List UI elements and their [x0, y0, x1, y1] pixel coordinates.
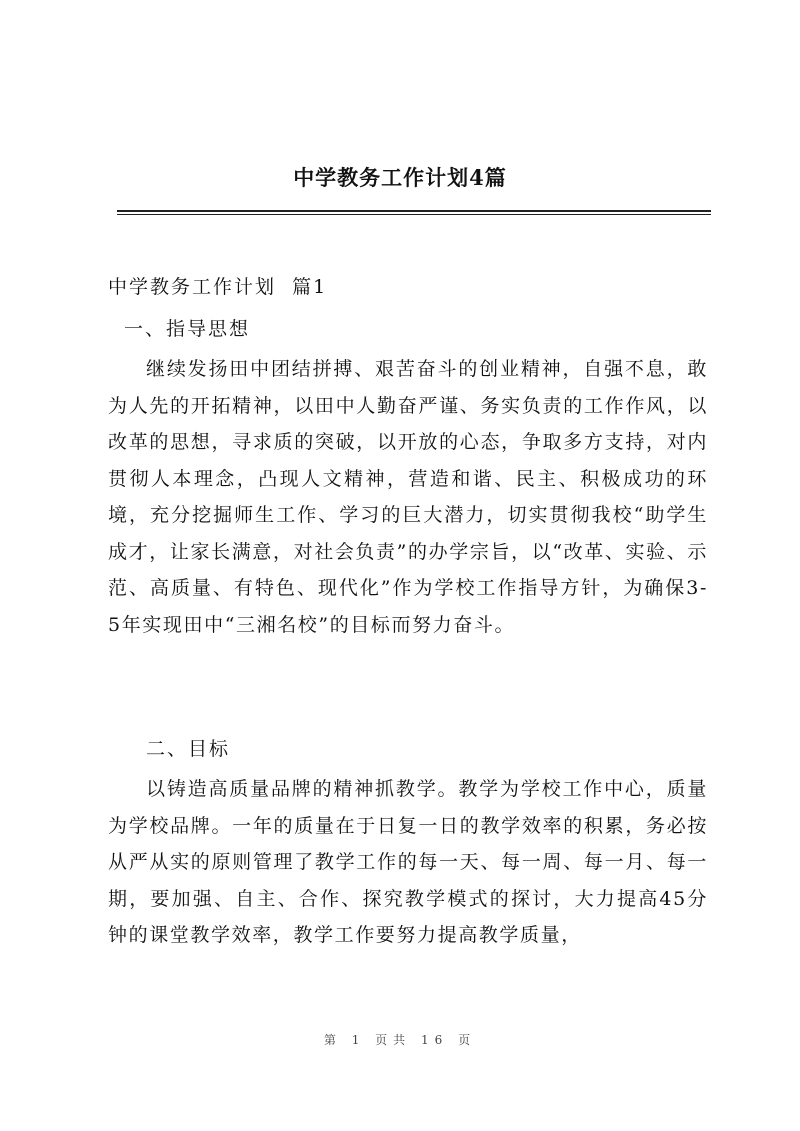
section-heading: 中学教务工作计划 篇1	[108, 276, 328, 298]
document-title: 中学教务工作计划4篇	[293, 165, 507, 190]
title-divider	[117, 210, 711, 215]
heading-guiding-ideology: 一、指导思想	[124, 318, 251, 340]
paragraph-guiding-ideology	[108, 351, 708, 643]
paragraph-text: 继续发扬田中团结拼搏、艰苦奋斗的创业精神，自强不息，敢为人先的开拓精神，以田中人勤奋严谨、务实负责的工作作风，以改革的思想，寻求质的突破，以开放的心态，争取多方支持，对内贯彻人本理念，凸现人文精神，营造和谐、民主、积极成功的环境，充分挖掘师生工作、学习的巨大潜力，切实贯彻我校“助学生成才，让家长满意，对社会负责”的办学宗旨，以“改革、实验、示范、高质量、有特色、现代化”作为学校工作指导方针，为确保3-5年实现田中“三湘名校”的目标而努力奋斗。	[108, 358, 708, 636]
heading-goals: 二、目标	[146, 738, 231, 760]
paragraph-text: 以铸造高质量品牌的精神抓教学。教学为学校工作中心，质量为学校品牌。一年的质量在于日复一日的教学效率的积累，务必按从严从实的原则管理了教学工作的每一天、每一周、每一月、每一期，要加强、自主、合作、探究教学模式的探讨，大力提高45分钟的课堂教学效率，教学工作要努力提高教学质量，	[108, 778, 708, 946]
paragraph-goals	[108, 771, 708, 954]
page-footer: 第 1 页共 16 页	[323, 1033, 477, 1047]
